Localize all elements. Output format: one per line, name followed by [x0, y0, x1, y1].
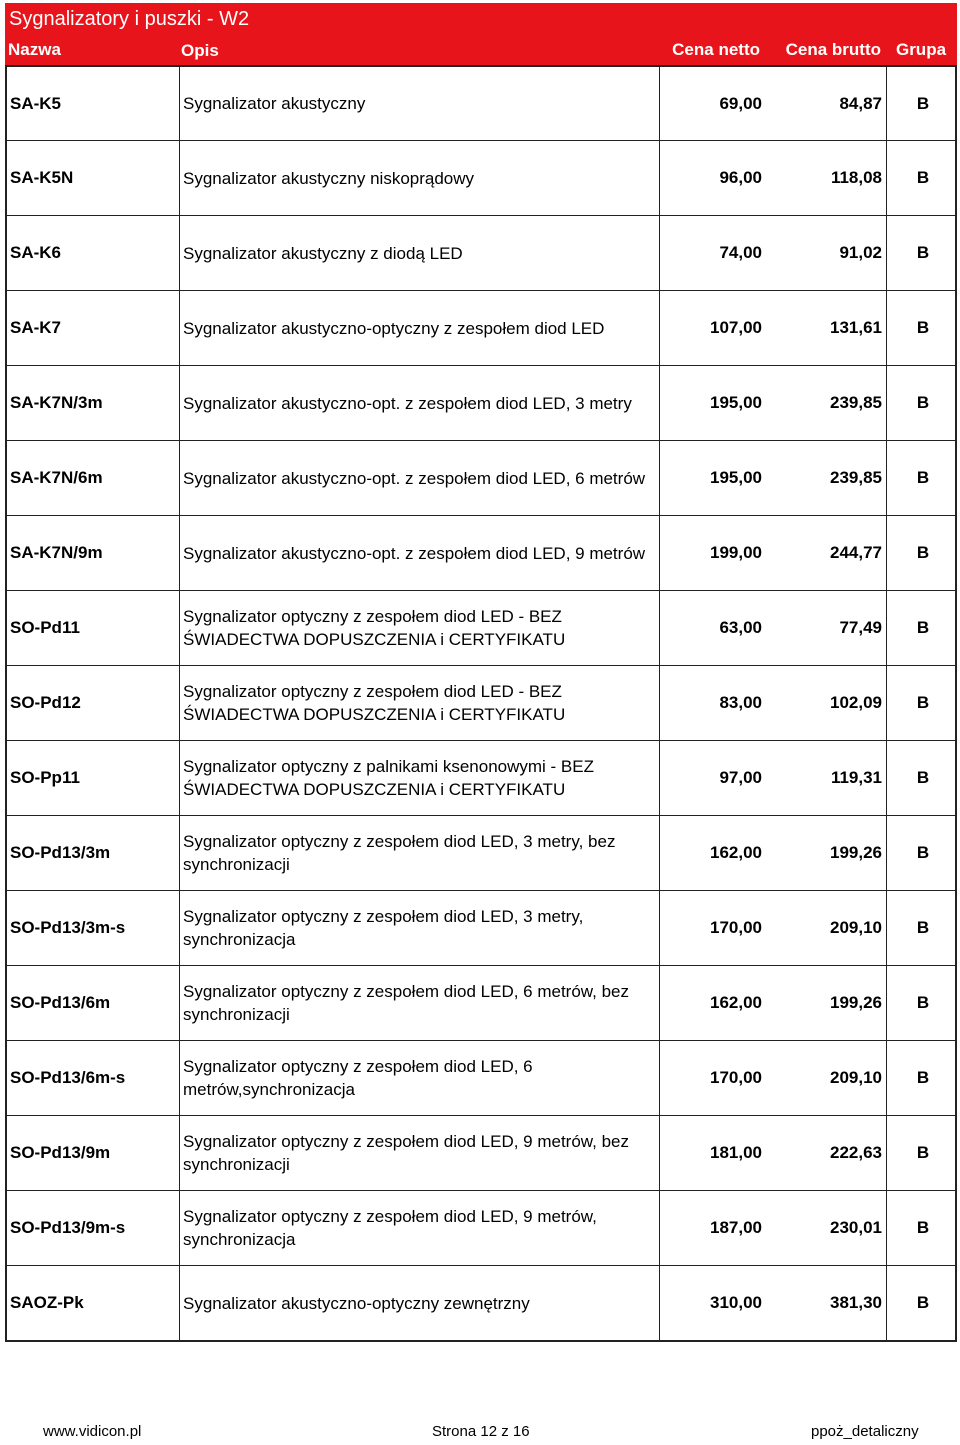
table-row: [7, 65, 955, 140]
product-name: SA-K7N/3m: [7, 366, 180, 440]
gross-price: 84,87: [765, 67, 887, 140]
price-group: B: [916, 1293, 930, 1312]
product-description: Sygnalizator optyczny z zespołem diod LED, 6 metrów,synchronizacja: [180, 1041, 660, 1115]
gross-price: 91,02: [765, 216, 887, 290]
page-title: Sygnalizatory i puszki - W2: [5, 3, 957, 35]
price-group: B: [916, 1143, 930, 1162]
table-row: [7, 965, 955, 1040]
product-name: SO-Pd13/3m-s: [7, 891, 180, 965]
price-list: [5, 3, 957, 1342]
price-group: B: [916, 468, 930, 487]
column-header-group: Grupa: [895, 40, 947, 59]
product-name: SO-Pd13/9m: [7, 1116, 180, 1190]
table-row: [7, 890, 955, 965]
gross-price: 102,09: [765, 666, 887, 740]
column-header-description: Opis: [181, 40, 219, 60]
product-name: SO-Pd11: [7, 591, 180, 665]
product-name: SA-K5N: [7, 141, 180, 215]
table-row: [7, 815, 955, 890]
net-price: 170,00: [710, 918, 762, 937]
footer-file-name: ppoż_detaliczny: [811, 1423, 919, 1440]
product-description: Sygnalizator akustyczno-optyczny zewnętrzny: [180, 1266, 660, 1340]
price-table: [5, 65, 957, 1342]
price-group: B: [916, 243, 930, 262]
price-group: B: [916, 393, 930, 412]
net-price: 195,00: [710, 393, 762, 412]
product-description: Sygnalizator akustyczny niskoprądowy: [180, 141, 660, 215]
price-group: B: [916, 93, 930, 113]
net-price: 69,00: [719, 93, 762, 113]
product-description: Sygnalizator optyczny z zespołem diod LED, 3 metry, synchronizacja: [180, 891, 660, 965]
product-description: Sygnalizator akustyczno-optyczny z zespołem diod LED: [180, 291, 660, 365]
price-group: B: [916, 1068, 930, 1087]
gross-price: 239,85: [765, 366, 887, 440]
table-row: [7, 365, 955, 440]
product-description: Sygnalizator optyczny z zespołem diod LED, 9 metrów, synchronizacja: [180, 1191, 660, 1265]
gross-price: 199,26: [765, 816, 887, 890]
net-price: 74,00: [719, 243, 762, 262]
price-group: B: [916, 843, 930, 862]
product-description: Sygnalizator akustyczny z diodą LED: [180, 216, 660, 290]
product-name: SO-Pd13/3m: [7, 816, 180, 890]
column-header-name: Nazwa: [8, 40, 61, 59]
product-name: SO-Pd13/6m-s: [7, 1041, 180, 1115]
product-name: SA-K7N/6m: [7, 441, 180, 515]
table-row: [7, 515, 955, 590]
table-row: [7, 290, 955, 365]
gross-price: 118,08: [765, 141, 887, 215]
gross-price: 381,30: [765, 1266, 887, 1340]
gross-price: 239,85: [765, 441, 887, 515]
net-price: 63,00: [719, 618, 762, 637]
product-description: Sygnalizator akustyczny: [180, 67, 660, 140]
column-header-net-price: Cena netto: [672, 40, 760, 59]
product-name: SA-K6: [7, 216, 180, 290]
table-header: [5, 35, 957, 65]
table-row: [7, 665, 955, 740]
price-group: B: [916, 318, 930, 337]
product-name: SAOZ-Pk: [7, 1266, 180, 1340]
product-description: Sygnalizator optyczny z zespołem diod LED, 6 metrów, bez synchronizacji: [180, 966, 660, 1040]
gross-price: 209,10: [765, 891, 887, 965]
table-row: [7, 140, 955, 215]
net-price: 107,00: [710, 318, 762, 337]
product-description: Sygnalizator optyczny z zespołem diod LED - BEZ ŚWIADECTWA DOPUSZCZENIA i CERTYFIKATU: [180, 591, 660, 665]
net-price: 96,00: [719, 168, 762, 187]
product-name: SO-Pd13/6m: [7, 966, 180, 1040]
gross-price: 119,31: [765, 741, 887, 815]
price-group: B: [916, 993, 930, 1012]
table-row: [7, 1115, 955, 1190]
table-row: [7, 215, 955, 290]
table-row: [7, 740, 955, 815]
price-group: B: [916, 618, 930, 637]
net-price: 187,00: [710, 1218, 762, 1237]
gross-price: 244,77: [765, 516, 887, 590]
table-row: [7, 1190, 955, 1265]
price-group: B: [916, 918, 930, 937]
gross-price: 230,01: [765, 1191, 887, 1265]
product-description: Sygnalizator optyczny z zespołem diod LED, 3 metry, bez synchronizacji: [180, 816, 660, 890]
product-name: SA-K7N/9m: [7, 516, 180, 590]
net-price: 162,00: [710, 993, 762, 1012]
table-row: [7, 1265, 955, 1340]
product-description: Sygnalizator akustyczno-opt. z zespołem diod LED, 6 metrów: [180, 441, 660, 515]
product-description: Sygnalizator optyczny z zespołem diod LED, 9 metrów, bez synchronizacji: [180, 1116, 660, 1190]
gross-price: 199,26: [765, 966, 887, 1040]
gross-price: 131,61: [765, 291, 887, 365]
net-price: 199,00: [710, 543, 762, 562]
net-price: 162,00: [710, 843, 762, 862]
net-price: 310,00: [710, 1293, 762, 1312]
product-name: SO-Pd13/9m-s: [7, 1191, 180, 1265]
net-price: 170,00: [710, 1068, 762, 1087]
column-header-gross-price: Cena brutto: [785, 40, 881, 59]
net-price: 181,00: [710, 1143, 762, 1162]
footer-website: www.vidicon.pl: [43, 1423, 142, 1440]
product-name: SO-Pp11: [7, 741, 180, 815]
table-row: [7, 440, 955, 515]
price-group: B: [916, 168, 930, 187]
gross-price: 222,63: [765, 1116, 887, 1190]
net-price: 195,00: [710, 468, 762, 487]
product-name: SA-K7: [7, 291, 180, 365]
price-group: B: [916, 1218, 930, 1237]
net-price: 97,00: [719, 768, 762, 787]
table-row: [7, 1040, 955, 1115]
product-description: Sygnalizator optyczny z zespołem diod LED - BEZ ŚWIADECTWA DOPUSZCZENIA i CERTYFIKATU: [180, 666, 660, 740]
product-description: Sygnalizator optyczny z palnikami ksenonowymi - BEZ ŚWIADECTWA DOPUSZCZENIA i CERTYFIKATU: [180, 741, 660, 815]
price-group: B: [916, 693, 930, 712]
product-name: SO-Pd12: [7, 666, 180, 740]
gross-price: 77,49: [765, 591, 887, 665]
product-description: Sygnalizator akustyczno-opt. z zespołem diod LED, 9 metrów: [180, 516, 660, 590]
product-name: SA-K5: [7, 67, 180, 140]
gross-price: 209,10: [765, 1041, 887, 1115]
footer-page-number: Strona 12 z 16: [432, 1423, 530, 1440]
net-price: 83,00: [719, 693, 762, 712]
product-description: Sygnalizator akustyczno-opt. z zespołem diod LED, 3 metry: [180, 366, 660, 440]
table-row: [7, 590, 955, 665]
price-group: B: [916, 768, 930, 787]
price-group: B: [916, 543, 930, 562]
